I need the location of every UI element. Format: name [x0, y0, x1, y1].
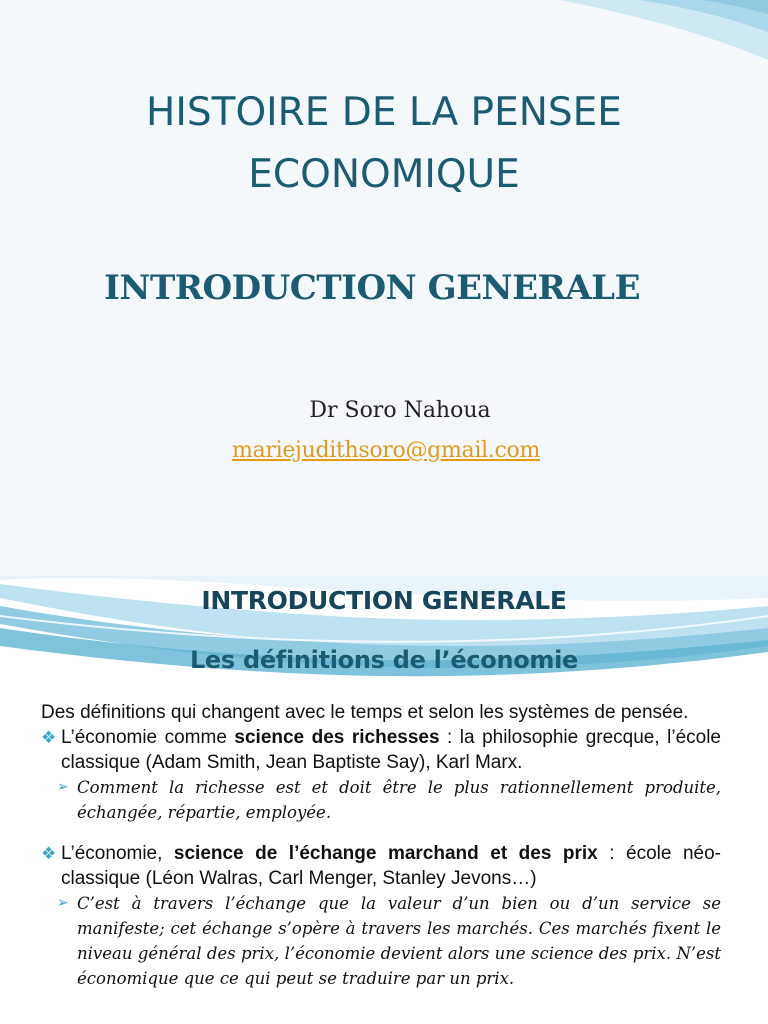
intro-paragraph: Des définitions qui changent avec le temps et selon les systèmes de pensée. — [41, 702, 689, 723]
bullet-item — [41, 725, 721, 775]
slide-title: INTRODUCTION GENERALE — [201, 586, 567, 615]
bullet-item — [41, 841, 721, 891]
bullet-text-post: : école néo-classique (Léon Walras, Carl Menger, Stanley Jevons…) — [61, 843, 721, 889]
bullet-text-bold: science des richesses — [234, 727, 440, 748]
bullet-text-pre: L’économie comme — [61, 727, 235, 748]
content-slide — [0, 576, 768, 1024]
bullet-text-post: : la philosophie grecque, l’école classique (Adam Smith, Jean Baptiste Say), Karl Marx. — [61, 727, 721, 773]
author-email-link[interactable]: mariejudithsoro@gmail.com — [232, 438, 541, 463]
arrow-bullet-icon: ➢ — [57, 779, 69, 795]
sub-bullet-item — [41, 891, 721, 991]
bullet-text-bold: science de l’échange marchand et des prix — [173, 843, 598, 864]
sub-bullet-item — [41, 775, 721, 825]
bullet-text-pre: L’économie, — [61, 843, 174, 864]
diamond-bullet-icon: ❖ — [41, 728, 57, 747]
sub-bullet-text: Comment la richesse est et doit être le plus rationnellement produite, échangée, répartie, employée. — [77, 778, 721, 822]
diamond-bullet-icon: ❖ — [41, 844, 57, 863]
sub-bullet-text: C’est à travers l’échange que la valeur d’un bien ou d’un service se manifeste; cet échange s’opère à travers les marchés. Ces marchés fixent le niveau général des prix, l’économie devient alors une science des prix. N’est économique que ce qui peut se traduire par un prix. — [77, 894, 721, 988]
arrow-bullet-icon: ➢ — [57, 895, 69, 911]
slide-subtitle: Les définitions de l’économie — [189, 646, 579, 674]
title-line-1: HISTOIRE DE LA PENSEE — [146, 90, 622, 135]
slide-body — [41, 700, 721, 991]
author-name: Dr Soro Nahoua — [309, 398, 491, 423]
presentation-title — [0, 82, 768, 206]
presentation-subtitle: INTRODUCTION GENERALE — [104, 268, 640, 308]
title-line-2: ECONOMIQUE — [248, 152, 520, 197]
